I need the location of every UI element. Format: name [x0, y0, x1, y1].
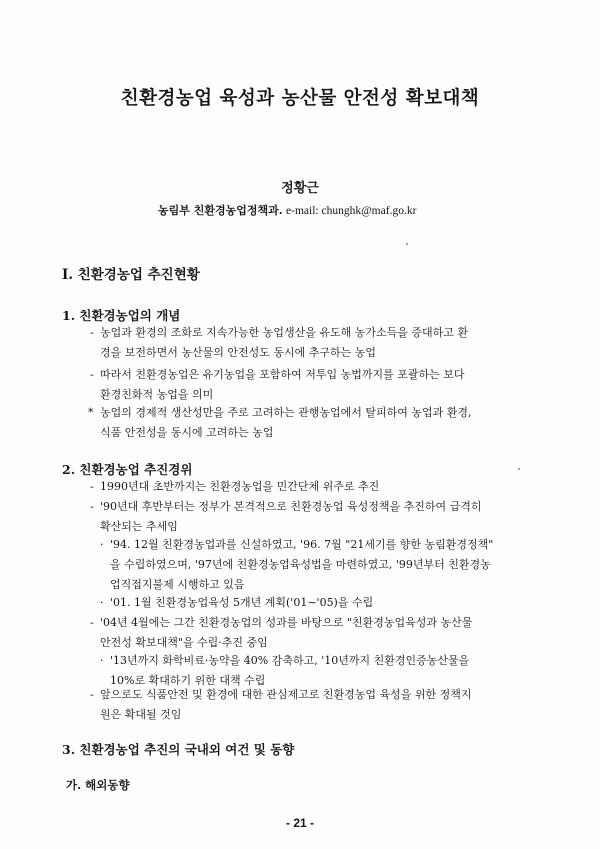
- list-item: [90, 497, 482, 537]
- list-marker: ·: [100, 596, 104, 609]
- list-item-line: 10%로 확대하기 위한 대책 수립: [110, 674, 266, 687]
- list-item: [90, 685, 472, 725]
- scan-speck: [518, 468, 520, 470]
- list-marker: ·: [100, 654, 104, 667]
- list-item-line: '01. 1월 친환경농업육성 5개년 계획('01∼'05)을 수립: [110, 596, 374, 609]
- list-marker: -: [90, 616, 94, 629]
- list-item-line: 원은 확대될 것임: [100, 708, 182, 721]
- author-name: 정황근: [281, 181, 319, 196]
- list-item-line: 경을 보전하면서 농산물의 안전성도 동시에 추구하는 농업: [100, 346, 377, 359]
- list-item: [90, 477, 380, 497]
- list-item: [100, 535, 494, 595]
- list-marker: -: [90, 500, 94, 513]
- author-affiliation: [158, 202, 416, 218]
- list-item: [90, 613, 473, 653]
- list-item-line: 앞으로도 식품안전 및 환경에 대한 관심제고로 친환경농업 육성을 위한 정책지: [100, 688, 472, 701]
- list-item: [90, 365, 465, 405]
- affiliation-email: e-mail: chunghk@maf.go.kr: [286, 205, 417, 217]
- list-item-line: 농업과 환경의 조화로 지속가능한 농업생산을 유도해 농가소득을 증대하고 환: [100, 326, 469, 339]
- subsection-heading-trends: 3. 친환경농업 추진의 국내외 여건 및 동향: [62, 742, 295, 757]
- list-item-line: '13년까지 화학비료·농약을 40% 감축하고, '10년까지 친환경인증농산물을: [110, 654, 470, 667]
- subsection-heading-overseas: 가. 해외동향: [66, 778, 130, 792]
- list-marker: -: [90, 480, 94, 493]
- list-item-line: '94. 12월 친환경농업과를 신설하였고, '96. 7월 "21세기를 향한 농림환경정책": [110, 538, 494, 551]
- list-item: [88, 403, 472, 443]
- list-item-line: 확산되는 추세임: [100, 520, 178, 533]
- list-item-line: 환경친화적 농업을 의미: [100, 388, 214, 401]
- list-item-line: 업직접지불제 시행하고 있음: [110, 578, 245, 591]
- list-item-line: '90년대 후반부터는 정부가 본격적으로 친환경농업 육성정책을 추진하여 급격히: [100, 500, 482, 513]
- list-item: [100, 593, 374, 613]
- subsection-heading-concept: 1. 친환경농업의 개념: [62, 308, 181, 323]
- list-marker: -: [90, 688, 94, 701]
- section-heading-1: Ⅰ. 친환경농업 추진현황: [62, 267, 200, 283]
- list-item-line: '04년 4월에는 그간 친환경농업의 성과를 바탕으로 "친환경농업육성과 농산물: [100, 616, 473, 629]
- list-marker: -: [90, 368, 94, 381]
- list-item-line: 식품 안전성을 동시에 고려하는 농업: [100, 426, 274, 439]
- document-title: 친환경농업 육성과 농산물 안전성 확보대책: [120, 88, 480, 109]
- list-item-line: 농업의 경제적 생산성만을 주로 고려하는 관행농업에서 탈피하여 농업과 환경,: [100, 406, 472, 419]
- list-item-line: 안전성 확보대책"을 수립·추진 중임: [100, 636, 268, 649]
- scan-speck: [406, 243, 408, 245]
- subsection-heading-history: 2. 친환경농업 추진경위: [62, 462, 193, 477]
- list-marker: *: [88, 406, 94, 419]
- page-number: - 21 -: [285, 816, 314, 830]
- list-marker: -: [90, 326, 94, 339]
- list-item-line: 을 수립하였으며, '97년에 친환경농업육성법을 마련하였고, '99년부터 친환경농: [110, 558, 491, 571]
- affiliation-org: 농림부 친환경농업정책과.: [158, 204, 283, 217]
- list-item: [90, 323, 469, 363]
- list-item-line: 따라서 친환경농업은 유기농업을 포함하여 저투입 농법까지를 포괄하는 보다: [100, 368, 465, 381]
- list-marker: ·: [100, 538, 104, 551]
- list-item-line: 1990년대 초반까지는 친환경농업을 민간단체 위주로 추진: [100, 480, 380, 493]
